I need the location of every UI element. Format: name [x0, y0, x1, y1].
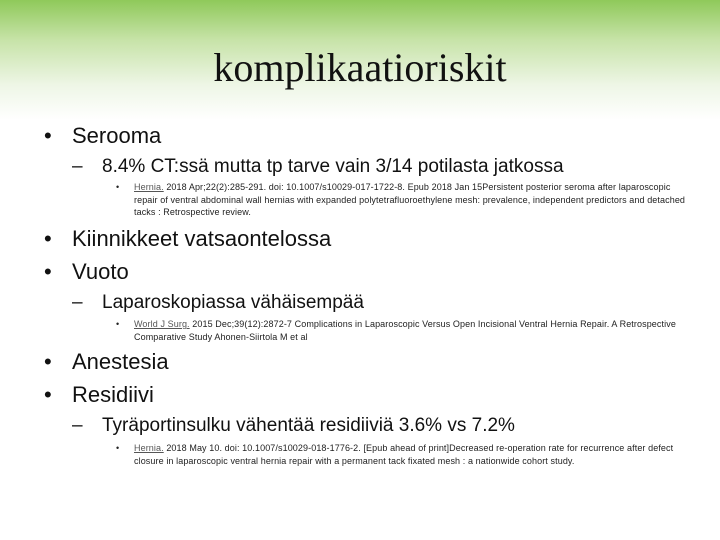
bullet-text-kiinnikkeet: Kiinnikkeet vatsaontelossa	[72, 226, 332, 251]
bullet-text-anestesia: Anestesia	[72, 349, 169, 374]
reference-3-text: 2018 May 10. doi: 10.1007/s10029-018-1776-2. [Epub ahead of print]Decreased re-operation rate for recurrence after defect closure in laparoscopic ventral hernia repair with a permanent tack fixated mesh : a nationwide cohort study.	[134, 443, 674, 466]
sub-text-residiivi: Tyräportinsulku vähentää residiiviä 3.6% vs 7.2%	[102, 415, 515, 436]
bullet-marker: •	[44, 123, 52, 148]
bullet-item-serooma	[44, 122, 162, 150]
bullet-marker: •	[44, 259, 52, 284]
bullet-text-residiivi: Residiivi	[72, 382, 154, 407]
sub-item-residiivi	[72, 414, 515, 438]
bullet-text-vuoto: Vuoto	[72, 259, 129, 284]
reference-bullet: •	[116, 182, 120, 192]
reference-bullet: •	[116, 443, 120, 453]
slide-title: komplikaatioriskit	[213, 45, 507, 90]
reference-1-text: 2018 Apr;22(2):285-291. doi: 10.1007/s10029-017-1722-8. Epub 2018 Jan 15Persistent posterior seroma after laparoscopic repair of ventral abdominal wall hernias with expanded polytetrafluoroethylene mesh: prevalence, independent predictors and detached tacks : Retrospective review.	[134, 182, 686, 217]
reference-3-link[interactable]: Hernia.	[134, 443, 164, 453]
reference-2-link[interactable]: World J Surg.	[134, 319, 190, 329]
bullet-text-serooma: Serooma	[72, 123, 162, 148]
bullet-item-vuoto	[44, 258, 129, 286]
bullet-item-anestesia	[44, 348, 169, 376]
reference-bullet: •	[116, 319, 120, 329]
reference-1	[116, 181, 686, 219]
sub-text-serooma: 8.4% CT:ssä mutta tp tarve vain 3/14 potilasta jatkossa	[102, 156, 564, 177]
bullet-marker: •	[44, 226, 52, 251]
bullet-marker: •	[44, 382, 52, 407]
reference-3	[116, 442, 686, 467]
dash-marker: –	[72, 156, 83, 177]
bullet-item-kiinnikkeet	[44, 225, 332, 253]
reference-2	[116, 318, 686, 343]
bullet-item-residiivi	[44, 381, 154, 409]
dash-marker: –	[72, 415, 83, 436]
sub-item-serooma	[72, 155, 564, 179]
sub-text-vuoto: Laparoskopiassa vähäisempää	[102, 292, 364, 313]
dash-marker: –	[72, 292, 83, 313]
reference-1-link[interactable]: Hernia.	[134, 182, 164, 192]
reference-2-text: 2015 Dec;39(12):2872-7 Complications in Laparoscopic Versus Open Incisional Ventral Hernia Repair. A Retrospective Comparative Study Ahonen-Siirtola M et al	[134, 319, 676, 342]
sub-item-vuoto	[72, 291, 364, 315]
bullet-marker: •	[44, 349, 52, 374]
